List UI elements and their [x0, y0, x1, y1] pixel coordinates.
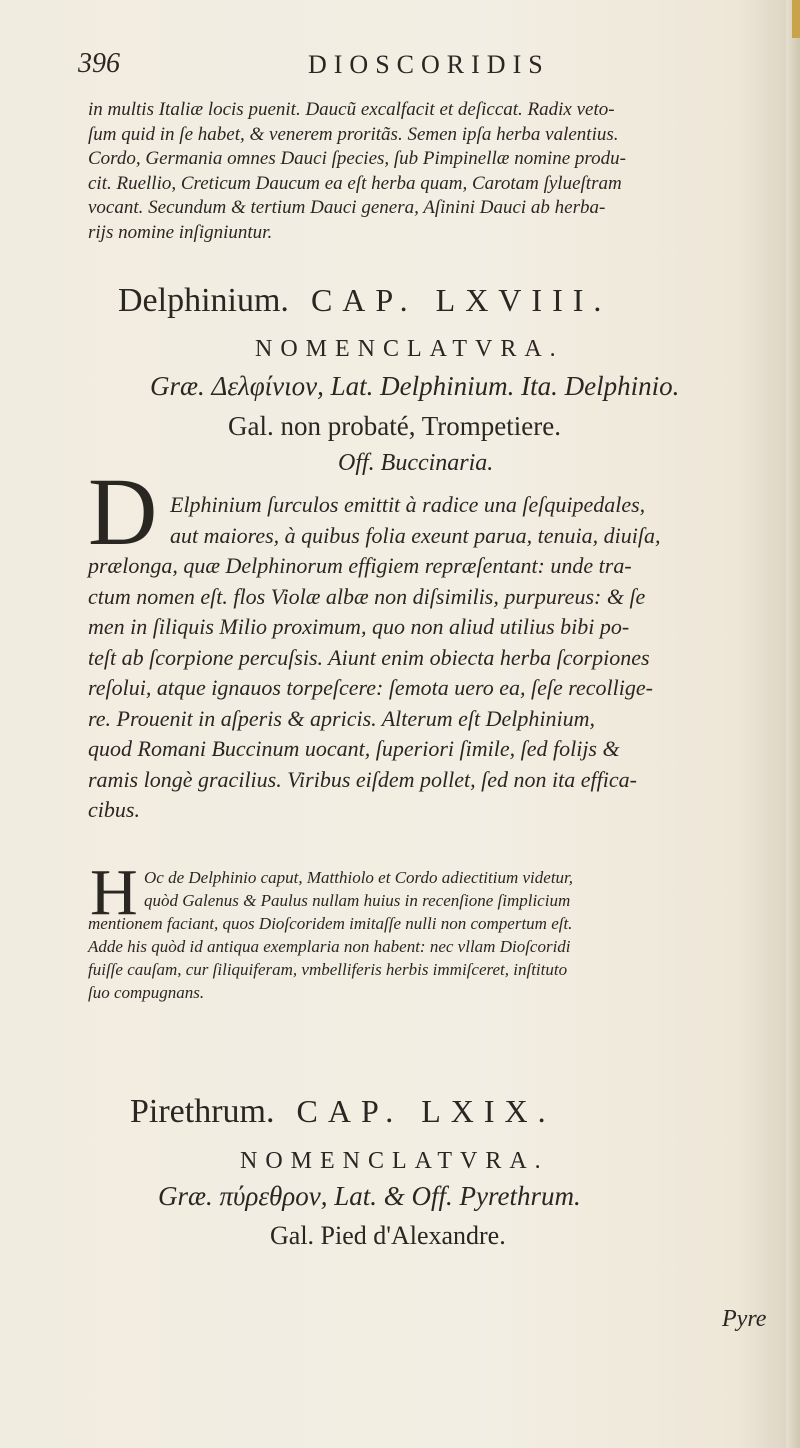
text-line: fuiſſe cauſam, cur ſiliquiferam, vmbelliferis herbis immiſceret, inſtituto	[88, 960, 568, 979]
chapter-69-title	[130, 1093, 556, 1131]
chapter-68-officinal: Off. Buccinaria.	[338, 450, 494, 476]
page-tab-marker	[792, 0, 800, 38]
text-line: ſuo compugnans.	[88, 983, 205, 1002]
text-line: ſum quid in ſe habet, & venerem proritãs. Semen ipſa herba valentius.	[88, 123, 619, 145]
chapter-68-name: Delphinium.	[118, 282, 289, 319]
text-line: quòd Galenus & Paulus nullam huius in recenſione ſimplicium	[144, 891, 571, 910]
text-line: Adde his quòd id antiqua exemplaria non habent: nec vllam Dioſcoridi	[88, 937, 571, 956]
text-line: cibus.	[88, 797, 140, 822]
text-line: quod Romani Buccinum uocant, ſuperiori ſimile, ſed folijs &	[88, 736, 620, 761]
text-line: cit. Ruellio, Creticum Daucum ea eſt herba quam, Carotam ſylueſtram	[88, 172, 622, 194]
text-line: re. Prouenit in aſperis & apricis. Alterum eſt Delphinium,	[88, 705, 595, 731]
drop-cap-d: D	[88, 458, 158, 565]
commentary-text	[88, 866, 792, 1004]
text-line: Oc de Delphinio caput, Matthiolo et Cordo adiectitium videtur,	[144, 868, 574, 887]
text-line: teſt ab ſcorpione percuſsis. Aiunt enim obiecta herba ſcorpiones	[88, 644, 650, 670]
page-number: 396	[78, 48, 120, 79]
chapter-68-text	[88, 490, 792, 826]
text-line: ramis longè gracilius. Viribus eiſdem pollet, ſed non ita effica-	[88, 766, 637, 792]
chapter-68-title	[118, 282, 611, 320]
text-line: reſolui, atque ignauos torpeſcere: ſemota uero ea, ſeſe recollige-	[88, 675, 653, 700]
text-line: ctum nomen eſt. flos Violæ albæ non diſsimilis, purpureus: & ſe	[88, 583, 646, 609]
chapter-69-gallic: Gal. Pied d'Alexandre.	[270, 1221, 506, 1250]
text-line: rijs nomine inſigniuntur.	[88, 221, 273, 243]
chapter-69-greek-latin: Græ. πύρεθρον, Lat. & Off. Pyrethrum.	[158, 1181, 581, 1211]
drop-cap-h: H	[90, 856, 138, 929]
text-line: Elphinium ſurculos emittit à radice una ſeſquipedales,	[170, 492, 646, 517]
text-line: aut maiores, à quibus folia exeunt parua, tenuia, diuiſa,	[170, 522, 661, 548]
text-line: Cordo, Germania omnes Dauci ſpecies, ſub Pimpinellæ nomine produ-	[88, 148, 626, 169]
chapter-68-gallic: Gal. non probaté, Trompetiere.	[228, 411, 561, 441]
catchword: Pyre	[722, 1306, 767, 1332]
paragraph-continuation	[88, 98, 792, 245]
text-line: men in ſiliquis Milio proximum, quo non aliud utilius bibi po-	[88, 614, 630, 639]
chapter-69-nomenclatura: NOMENCLATVRA.	[240, 1148, 549, 1174]
text-line: mentionem faciant, quos Dioſcoridem imitaſſe nulli non compertum eſt.	[88, 914, 573, 933]
chapter-68-greek-latin: Græ. Δελφίνιον, Lat. Delphinium. Ita. Delphinio.	[150, 371, 680, 401]
chapter-68-nomenclatura: NOMENCLATVRA.	[255, 336, 564, 362]
chapter-69-number: CAP. LXIX.	[296, 1093, 556, 1129]
running-head: DIOSCORIDIS	[308, 50, 550, 79]
text-line: prælonga, quæ Delphinorum effigiem repræſentant: unde tra-	[88, 553, 632, 578]
chapter-68-number: CAP. LXVIII.	[310, 282, 612, 318]
chapter-69-name: Pirethrum.	[130, 1093, 275, 1130]
text-line: vocant. Secundum & tertium Dauci genera, Aſinini Dauci ab herba-	[88, 197, 606, 218]
text-line: in multis Italiæ locis puenit. Daucũ excalfacit et deſiccat. Radix veto-	[88, 99, 615, 120]
page-header	[78, 48, 778, 88]
